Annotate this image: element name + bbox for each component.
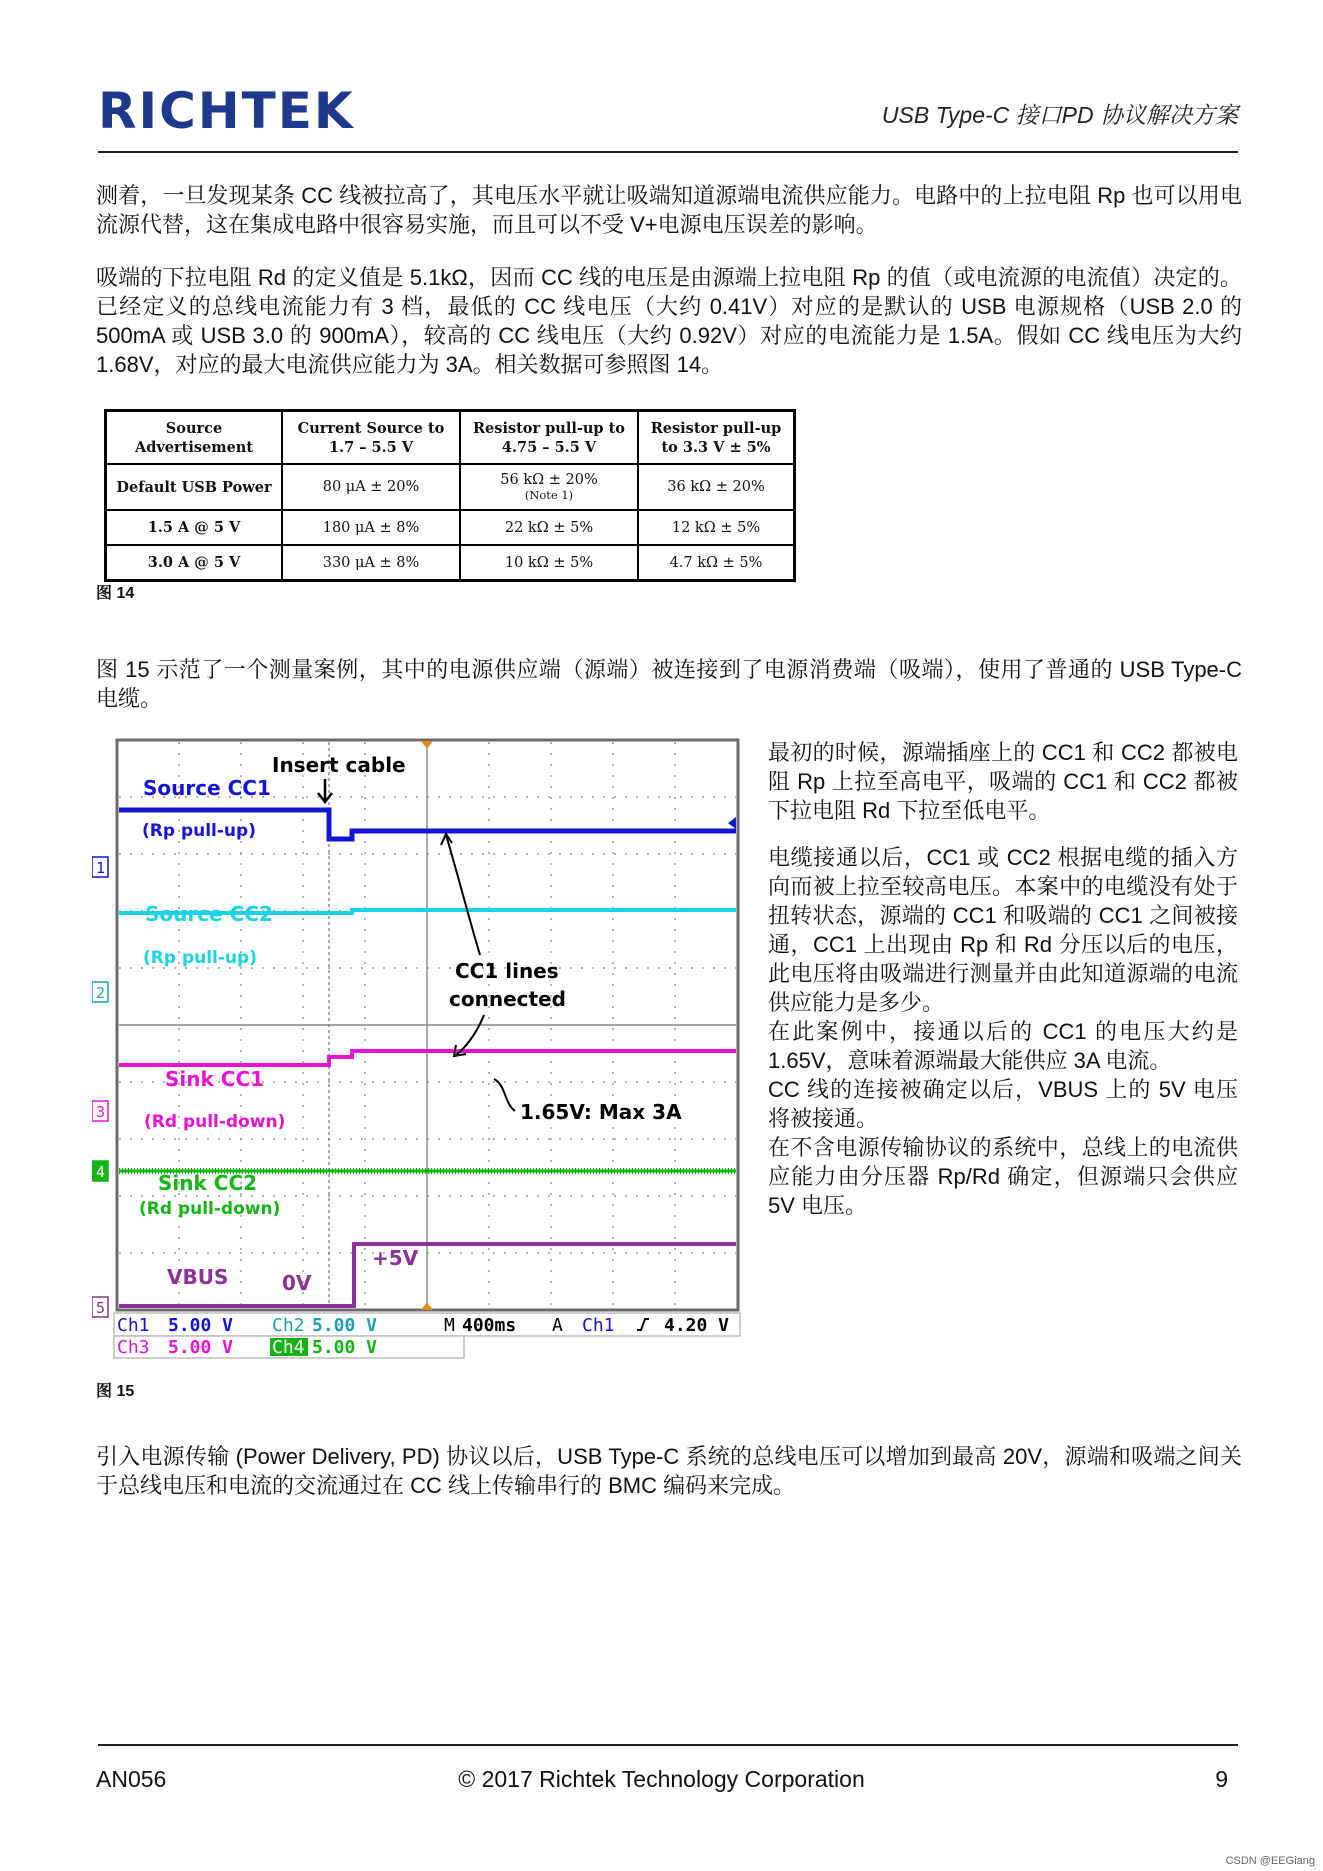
table-row — [106, 510, 795, 545]
max-current-label: 1.65V: Max 3A — [520, 1100, 682, 1124]
table-header-row — [106, 411, 795, 465]
table-cell: 180 μA ± 8% — [282, 510, 460, 545]
table-cell: 10 kΩ ± 5% — [460, 545, 638, 581]
readout-a: A — [552, 1315, 563, 1336]
paragraph-3: 图 15 示范了一个测量案例，其中的电源供应端（源端）被连接到了电源消费端（吸端），使用了普通的 USB Type-C 电缆。 — [96, 657, 1242, 711]
oscilloscope-figure — [92, 735, 752, 1365]
footer-doc-id: AN056 — [96, 1766, 167, 1792]
cc1-connected-label: connected — [449, 987, 566, 1011]
readout-ch3-scale: 5.00 V — [168, 1337, 234, 1358]
table-cell: 80 μA ± 20% — [282, 464, 460, 510]
footer-page-number: 9 — [1215, 1766, 1228, 1792]
table-row-label: Default USB Power — [106, 464, 283, 510]
source-cc1-label: Source CC1 — [143, 776, 271, 800]
vbus-label: VBUS — [167, 1265, 229, 1289]
table-header: Source Advertisement — [106, 411, 283, 465]
paragraph-2: 吸端的下拉电阻 Rd 的定义值是 5.1kΩ，因而 CC 线的电压是由源端上拉电阻 Rp 的值（或电流源的电流值）决定的。已经定义的总线电流能力有 3 档，最低的 CC 线电压（大约 0.41V）对应的是默认的 USB 电源规格（USB 2.0 的 500mA 或 USB 3.0 的 900mA），较高的 CC 线电压（大约 0.92V）对应的电流能力是 1.5A。假如 CC 线电压为大约 1.68V，对应的最大电流供应能力为 3A。相关数据可参照图 14。 — [96, 265, 1242, 377]
plus-5v-label: +5V — [372, 1246, 419, 1270]
readout-m: M — [444, 1315, 455, 1336]
table-header: Resistor pull-up to 4.75 – 5.5 V — [460, 411, 638, 465]
readout-ch1: Ch1 — [117, 1315, 150, 1336]
spec-table — [104, 409, 796, 582]
table-cell — [460, 464, 638, 510]
sink-cc2-note: (Rd pull-down) — [139, 1199, 281, 1219]
footer-copyright: © 2017 Richtek Technology Corporation — [458, 1766, 865, 1792]
table-cell: 36 kΩ ± 20% — [638, 464, 795, 510]
table-header: Current Source to 1.7 – 5.5 V — [282, 411, 460, 465]
side-paragraph-2: 电缆接通以后，CC1 或 CC2 根据电缆的插入方向而被上拉至较高电压。本案中的电缆没有处于扭转状态，源端的 CC1 和吸端的 CC1 之间被接通，CC1 上出现由 Rp 和 Rd 分压以后的电压，此电压将由吸端进行测量并由此知道源端的电流供应能力是多少。 — [768, 845, 1238, 1015]
side-paragraph-4: CC 线的连接被确定以后，VBUS 上的 5V 电压将被接通。 — [768, 1077, 1238, 1131]
readout-ch2-scale: 5.00 V — [312, 1315, 378, 1336]
table-cell: 330 μA ± 8% — [282, 545, 460, 581]
source-cc1-note: (Rp pull-up) — [142, 821, 256, 841]
readout-ch4: Ch4 — [272, 1337, 305, 1358]
document-title: USB Type-C 接口PD 协议解决方案 — [881, 102, 1238, 128]
readout-timebase: 400ms — [462, 1315, 517, 1336]
table-row-label: 3.0 A @ 5 V — [106, 545, 283, 581]
ch4-marker: 4 — [96, 1163, 106, 1181]
watermark-credit: CSDN @EEGiang — [1225, 1855, 1315, 1867]
readout-trigger-level: 4.20 V — [664, 1315, 730, 1336]
table-row — [106, 464, 795, 510]
table-cell-value: 56 kΩ ± 20% — [500, 472, 598, 488]
channel-markers — [92, 857, 108, 1317]
source-cc2-label: Source CC2 — [145, 902, 273, 926]
readout-trigger-ch: Ch1 — [582, 1315, 615, 1336]
math-marker: 5 — [96, 1299, 106, 1317]
richtek-logo: RICHTEK — [98, 82, 355, 140]
table-row-label: 1.5 A @ 5 V — [106, 510, 283, 545]
ch2-marker: 2 — [96, 984, 106, 1002]
table-cell: 12 kΩ ± 5% — [638, 510, 795, 545]
scope-readout — [114, 1313, 740, 1358]
side-paragraph-3: 在此案例中，接通以后的 CC1 的电压大约是 1.65V，意味着源端最大能供应 3A 电流。 — [768, 1019, 1238, 1073]
table-row — [106, 545, 795, 581]
zero-volt-label: 0V — [282, 1271, 312, 1295]
table-cell: 4.7 kΩ ± 5% — [638, 545, 795, 581]
sink-cc1-label: Sink CC1 — [165, 1067, 265, 1091]
sink-cc2-label: Sink CC2 — [158, 1171, 258, 1195]
side-paragraph-5: 在不含电源传输协议的系统中，总线上的电流供应能力由分压器 Rp/Rd 确定，但源端只会供应 5V 电压。 — [768, 1135, 1238, 1218]
readout-ch1-scale: 5.00 V — [168, 1315, 234, 1336]
ch3-marker: 3 — [96, 1103, 106, 1121]
readout-ch3: Ch3 — [117, 1337, 150, 1358]
figure-15-caption: 图 15 — [96, 1383, 135, 1400]
table-note: (Note 1) — [524, 488, 574, 502]
header-rule — [98, 151, 1238, 153]
table-cell: 22 kΩ ± 5% — [460, 510, 638, 545]
cc1-lines-label: CC1 lines — [455, 959, 559, 983]
paragraph-4: 引入电源传输 (Power Delivery, PD) 协议以后，USB Type-C 系统的总线电压可以增加到最高 20V，源端和吸端之间关于总线电压和电流的交流通过在 CC 线上传输串行的 BMC 编码来完成。 — [96, 1444, 1242, 1498]
side-paragraph-1: 最初的时候，源端插座上的 CC1 和 CC2 都被电阻 Rp 上拉至高电平，吸端的 CC1 和 CC2 都被下拉电阻 Rd 下拉至低电平。 — [768, 740, 1238, 823]
paragraph-1: 测着，一旦发现某条 CC 线被拉高了，其电压水平就让吸端知道源端电流供应能力。电路中的上拉电阻 Rp 也可以用电流源代替，这在集成电路中很容易实施，而且可以不受 V+电源电压误差的影响。 — [96, 183, 1242, 237]
figure-side-text — [768, 738, 1238, 1220]
readout-ch2: Ch2 — [272, 1315, 305, 1336]
insert-cable-label: Insert cable — [272, 753, 406, 777]
table-header: Resistor pull-up to 3.3 V ± 5% — [638, 411, 795, 465]
readout-ch4-scale: 5.00 V — [312, 1337, 378, 1358]
sink-cc1-note: (Rd pull-down) — [144, 1112, 286, 1132]
source-cc2-note: (Rp pull-up) — [143, 948, 257, 968]
ch1-marker: 1 — [96, 859, 106, 877]
footer-rule — [98, 1744, 1238, 1746]
figure-14-caption: 图 14 — [96, 585, 135, 602]
